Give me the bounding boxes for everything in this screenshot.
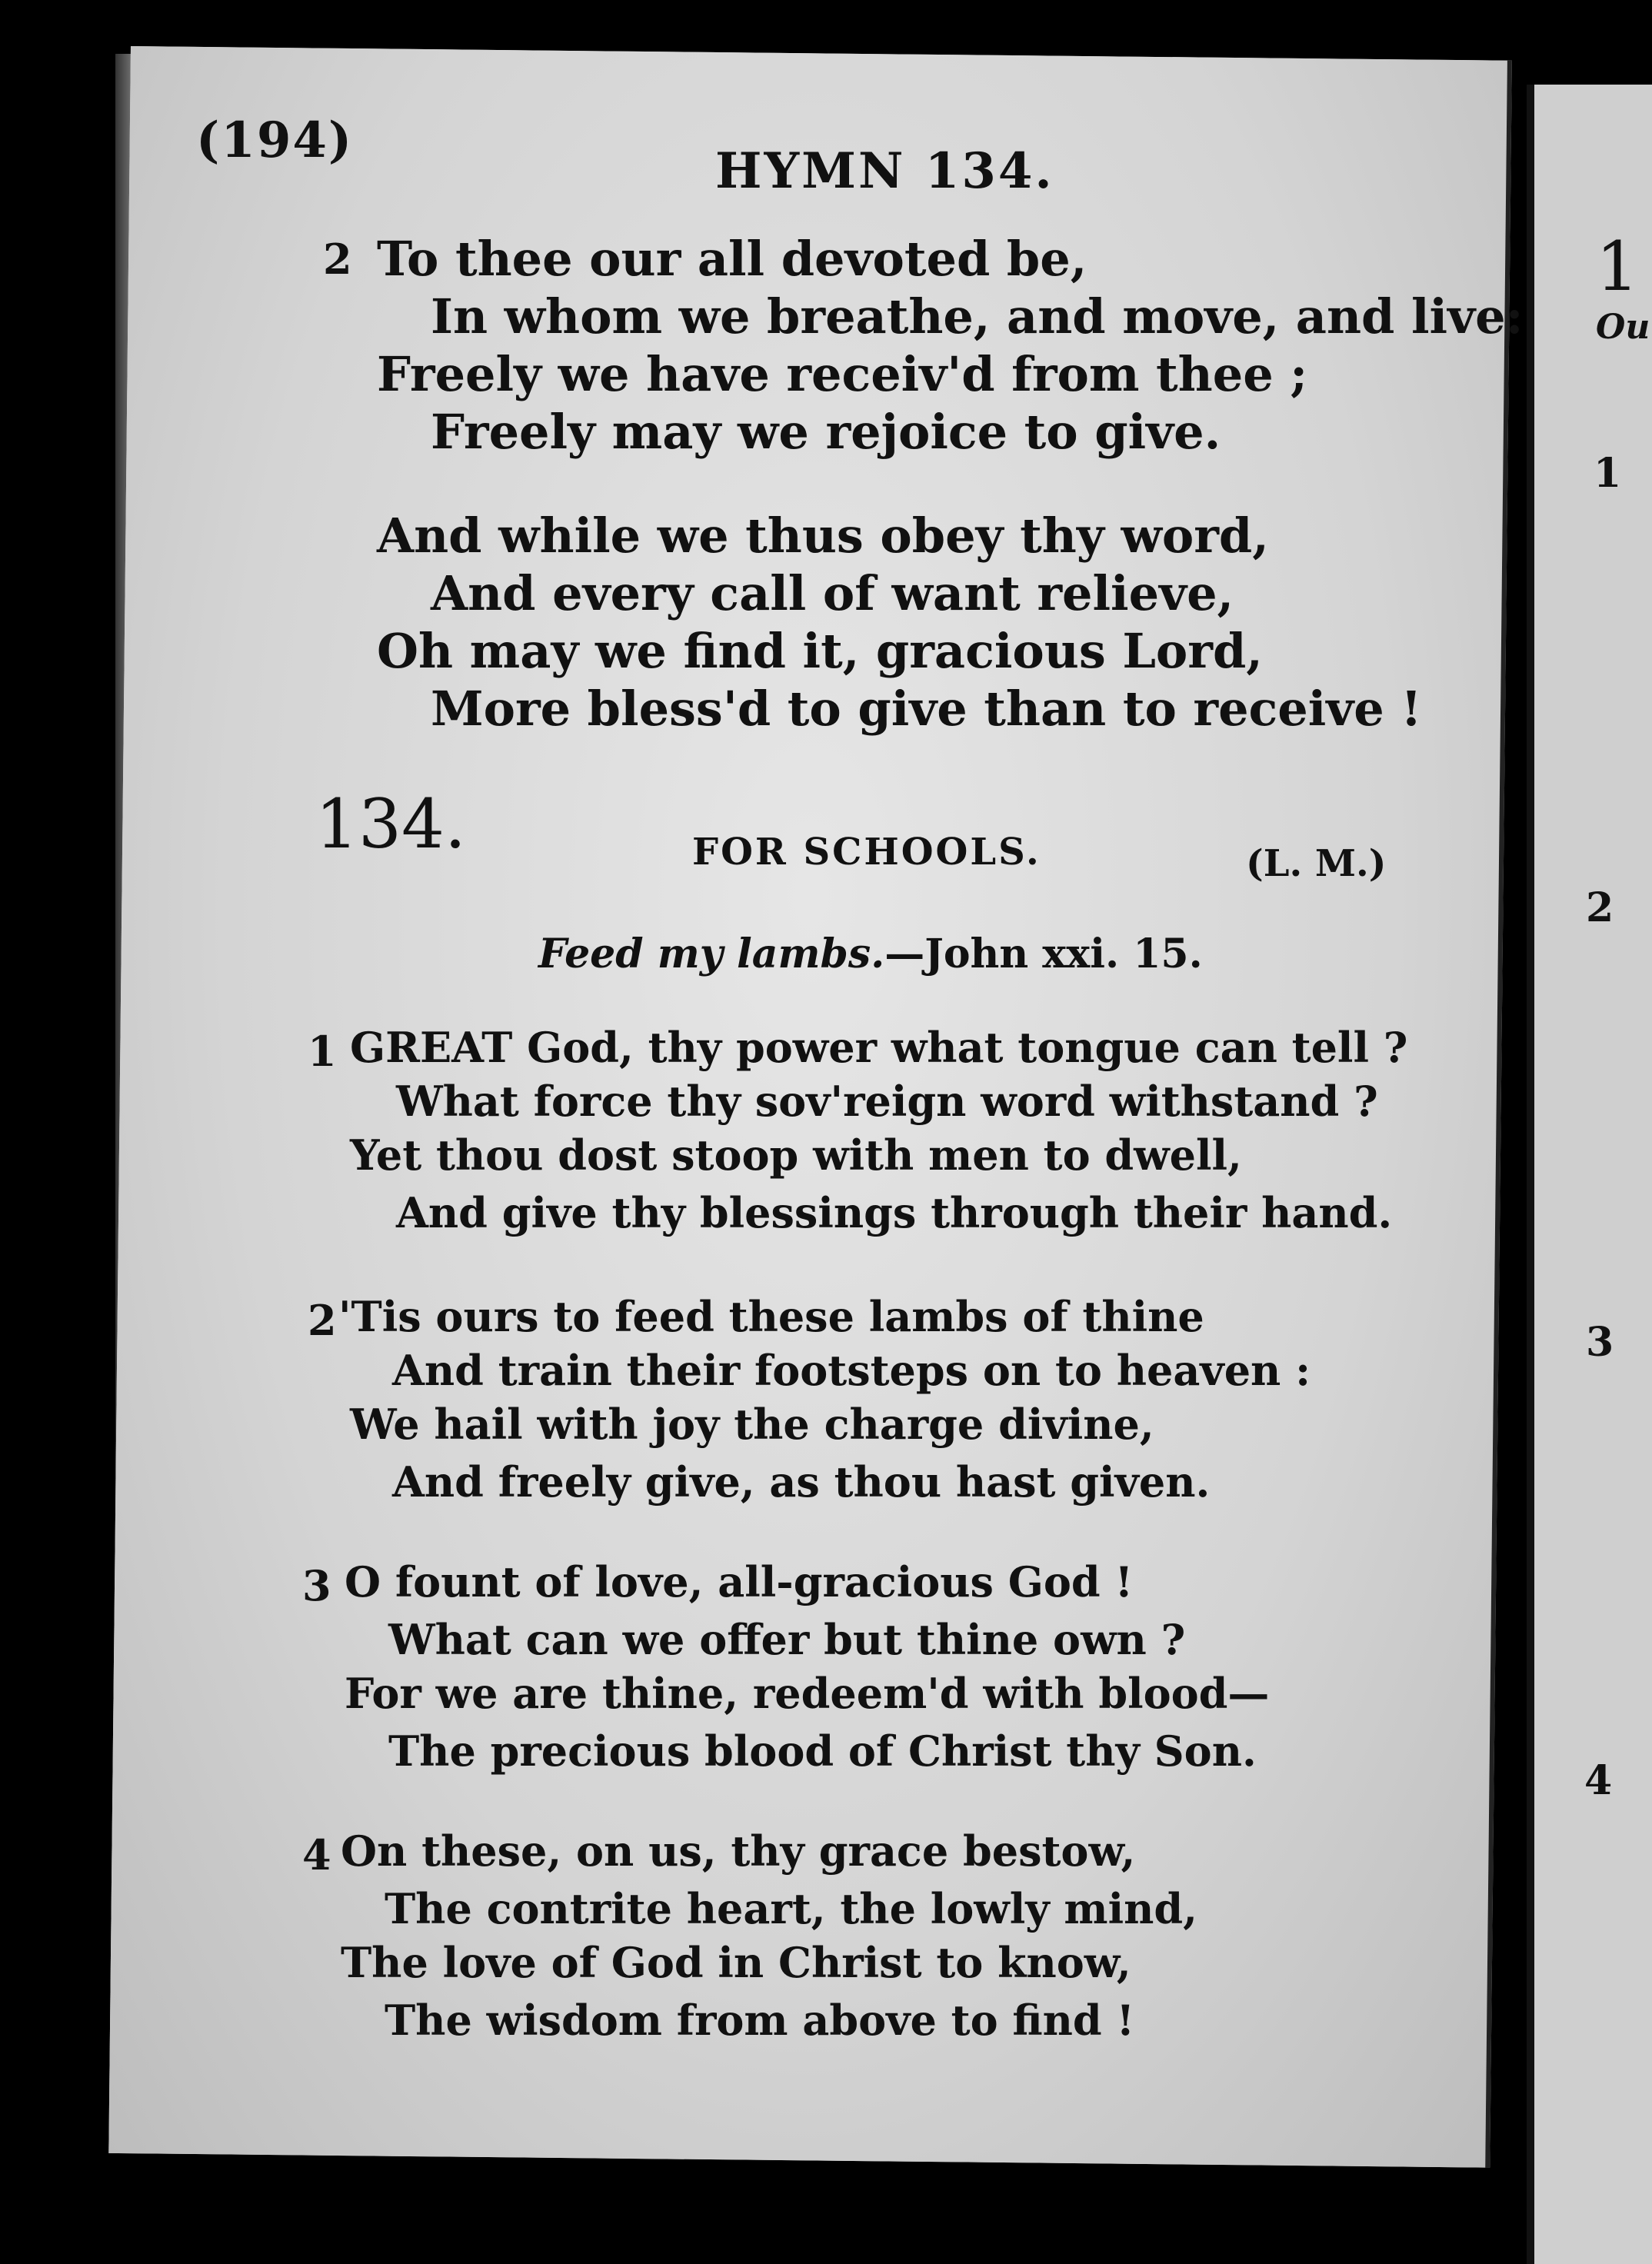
facing-page-heading: 1 — [1596, 227, 1639, 306]
verse-line: Yet thou dost stoop with men to dwell, — [350, 1130, 1242, 1180]
verse-line: And freely give, as thou hast given. — [392, 1457, 1211, 1507]
verse-line: On these, on us, thy grace bestow, — [341, 1826, 1136, 1876]
facing-page — [1527, 85, 1652, 2264]
verse-line: The contrite heart, the lowly mind, — [385, 1884, 1197, 1933]
verse-line: The precious blood of Christ thy Son. — [388, 1726, 1257, 1776]
verse-number: 1 — [308, 1027, 337, 1076]
verse-line: The wisdom from above to find ! — [385, 1996, 1135, 2045]
facing-verse-number: 3 — [1586, 1319, 1614, 1366]
epigraph-quote: Feed my lambs. — [538, 931, 885, 977]
running-title: HYMN 134. — [715, 142, 1054, 200]
hymn-epigraph — [538, 931, 1203, 977]
verse-line: O fount of love, all-gracious God ! — [345, 1557, 1134, 1606]
facing-verse-number: 4 — [1584, 1757, 1613, 1804]
hymn-meter: (L. M.) — [1246, 842, 1387, 885]
verse-line: Oh may we find it, gracious Lord, — [377, 623, 1263, 679]
verse-line: GREAT God, thy power what tongue can tell ? — [350, 1023, 1408, 1072]
verse-line: For we are thine, redeem'd with blood— — [345, 1669, 1270, 1718]
verse-number: 3 — [302, 1561, 331, 1610]
verse-line: In whom we breathe, and move, and live: — [431, 288, 1524, 345]
verse-number: 4 — [302, 1830, 331, 1879]
hymn-title: FOR SCHOOLS. — [692, 831, 1041, 874]
facing-page-subheading: Ou — [1596, 308, 1650, 347]
verse-line: 'Tis ours to feed these lambs of thine — [338, 1292, 1204, 1341]
verse-line: And while we thus obey thy word, — [377, 508, 1269, 564]
verse-line: And give thy blessings through their hand. — [396, 1188, 1393, 1237]
verse-line: What can we offer but thine own ? — [388, 1615, 1186, 1664]
epigraph-reference: —John xxi. 15. — [884, 931, 1203, 977]
facing-verse-number: 2 — [1586, 884, 1614, 931]
verse-line: And every call of want relieve, — [431, 565, 1234, 621]
verse-line: And train their footsteps on to heaven : — [392, 1346, 1311, 1395]
verse-line: Freely may we rejoice to give. — [431, 404, 1221, 460]
facing-verse-number: 1 — [1594, 450, 1622, 497]
verse-line: What force thy sov'reign word withstand ? — [396, 1077, 1378, 1126]
verse-line: We hail with joy the charge divine, — [350, 1400, 1154, 1449]
verse-line: The love of God in Christ to know, — [341, 1938, 1131, 1987]
verse-line: More bless'd to give than to receive ! — [431, 681, 1422, 737]
hymn-number: 134. — [315, 784, 466, 864]
verse-line: Freely we have receiv'd from thee ; — [377, 346, 1308, 402]
verse-number: 2 — [308, 1296, 337, 1345]
page-number: (194) — [196, 112, 354, 169]
verse-number: 2 — [323, 235, 352, 284]
verse-line: To thee our all devoted be, — [377, 231, 1087, 287]
